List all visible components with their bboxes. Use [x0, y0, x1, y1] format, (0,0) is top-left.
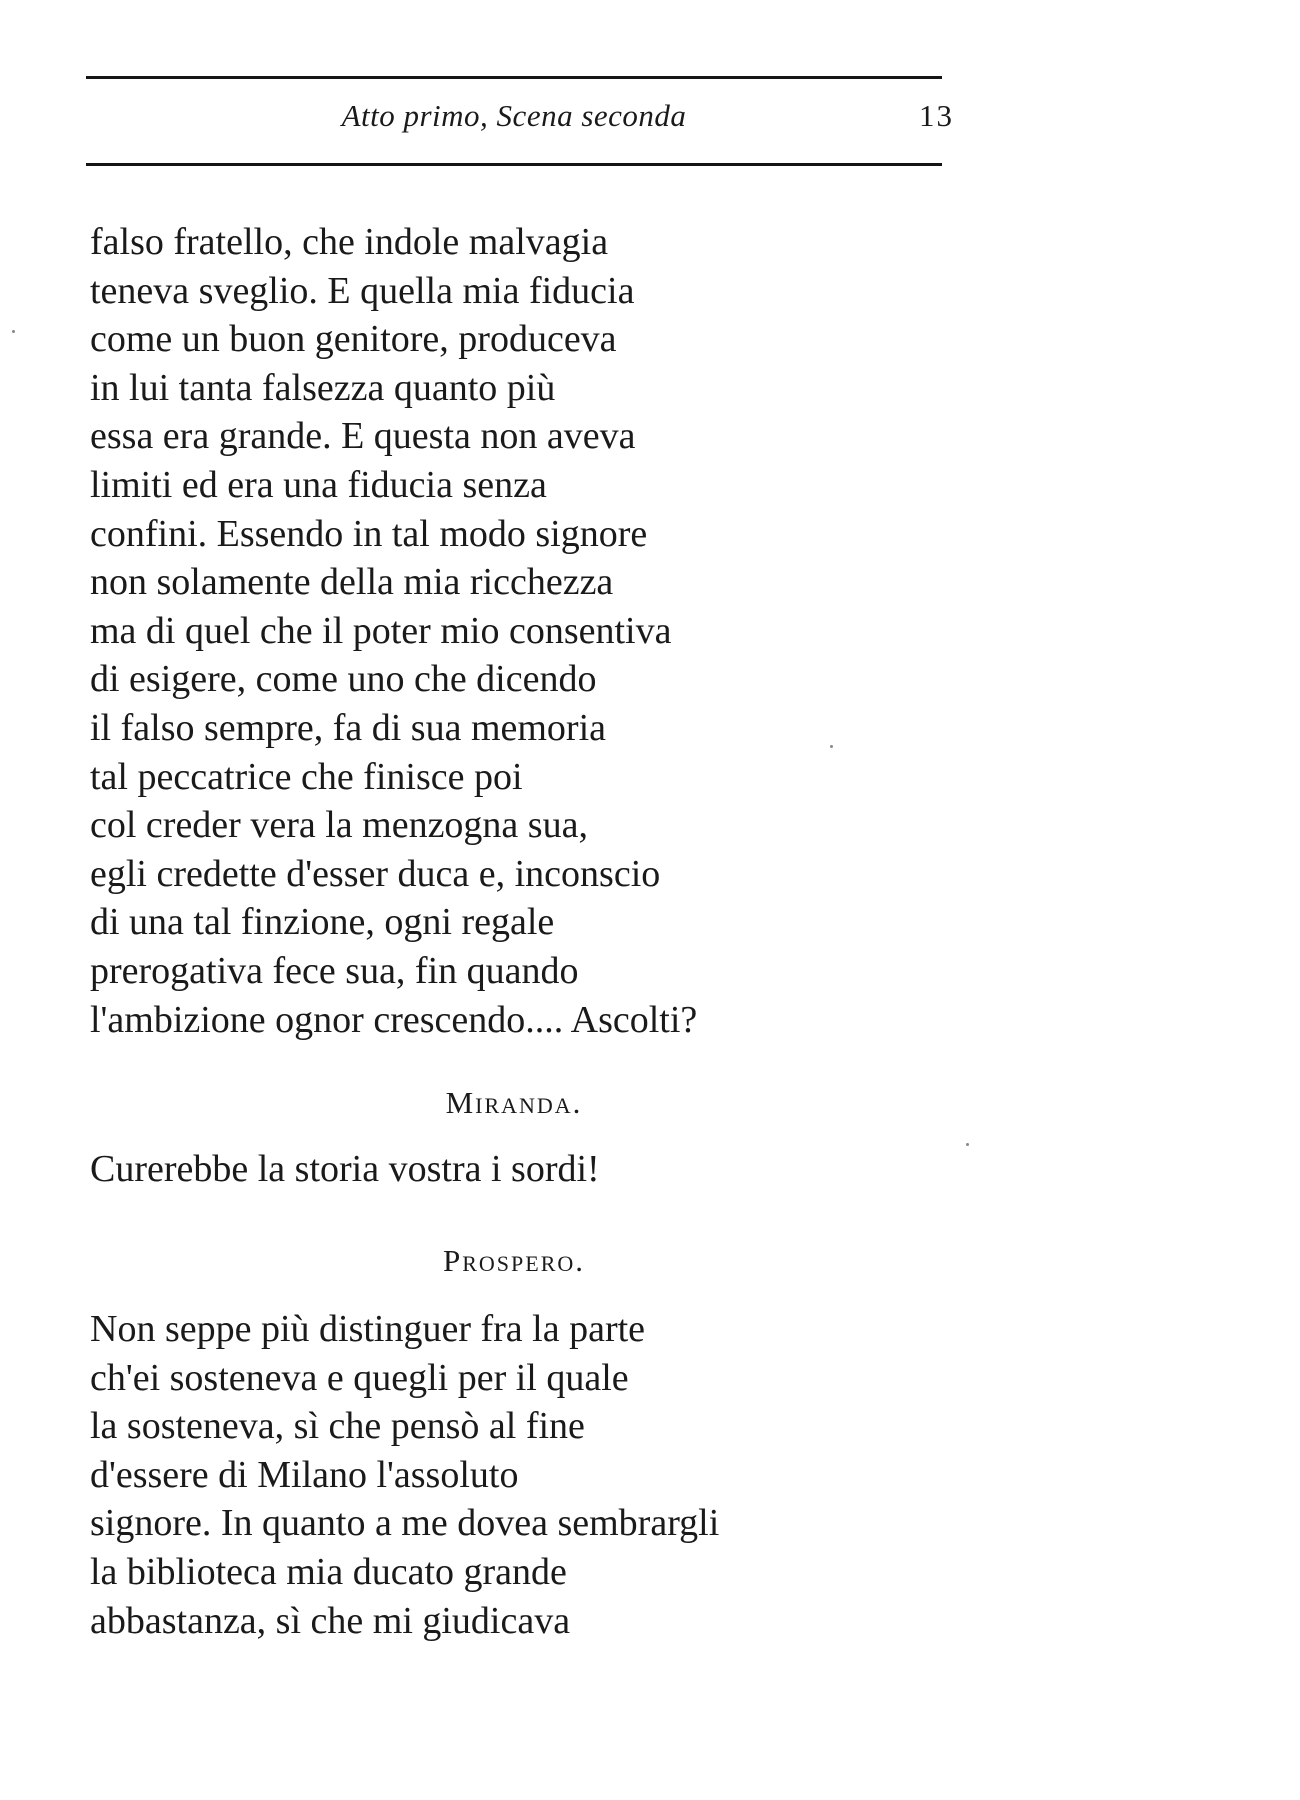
verse-block-prospero: [90, 1305, 719, 1645]
verse-line: di una tal finzione, ogni regale: [90, 901, 555, 944]
verse-line: col creder vera la menzogna sua,: [90, 804, 588, 847]
page-number: 13: [919, 98, 954, 133]
verse-line: abbastanza, sì che mi giudicava: [90, 1599, 571, 1642]
verse-line: limiti ed era una fiducia senza: [90, 463, 547, 506]
verse-line: ch'ei sosteneva e quegli per il quale: [90, 1356, 629, 1399]
running-title: Atto primo, Scena seconda: [341, 98, 687, 133]
scan-speck: [966, 1143, 969, 1146]
header-rule-bottom: [86, 163, 942, 166]
verse-line: Non seppe più distinguer fra la parte: [90, 1308, 646, 1350]
verse-line: non solamente della mia ricchezza: [90, 561, 614, 604]
verse-line: teneva sveglio. E quella mia fiducia: [90, 269, 635, 312]
verse-block-miranda: [90, 1145, 600, 1194]
verse-line: tal peccatrice che finisce poi: [90, 755, 523, 798]
verse-line: di esigere, come uno che dicendo: [90, 658, 597, 701]
speaker-heading-prospero: Prospero.: [442, 1243, 586, 1278]
verse-line: il falso sempre, fa di sua memoria: [90, 706, 607, 749]
verse-line: Curerebbe la storia vostra i sordi!: [90, 1148, 600, 1190]
header-rule-top: [86, 76, 942, 79]
verse-line: come un buon genitore, produceva: [90, 318, 617, 361]
verse-line: la sosteneva, sì che pensò al fine: [90, 1405, 585, 1448]
verse-line: d'essere di Milano l'assoluto: [90, 1453, 519, 1496]
scan-speck: [830, 745, 833, 748]
verse-line: signore. In quanto a me dovea sembrargli: [90, 1502, 720, 1545]
verse-line: prerogativa fece sua, fin quando: [90, 949, 579, 992]
speaker-heading-miranda: Miranda.: [445, 1085, 583, 1120]
verse-line: confini. Essendo in tal modo signore: [90, 512, 648, 555]
scan-speck: [12, 330, 15, 333]
verse-line: ma di quel che il poter mio consentiva: [90, 609, 672, 652]
verse-line: essa era grande. E questa non aveva: [90, 415, 636, 458]
verse-line: la biblioteca mia ducato grande: [90, 1550, 567, 1593]
verse-line: in lui tanta falsezza quanto più: [90, 366, 556, 409]
verse-block-prospero-continued: [90, 218, 697, 1044]
verse-line: falso fratello, che indole malvagia: [90, 221, 609, 263]
verse-line: l'ambizione ognor crescendo.... Ascolti?: [90, 998, 698, 1041]
verse-line: egli credette d'esser duca e, inconscio: [90, 852, 661, 895]
